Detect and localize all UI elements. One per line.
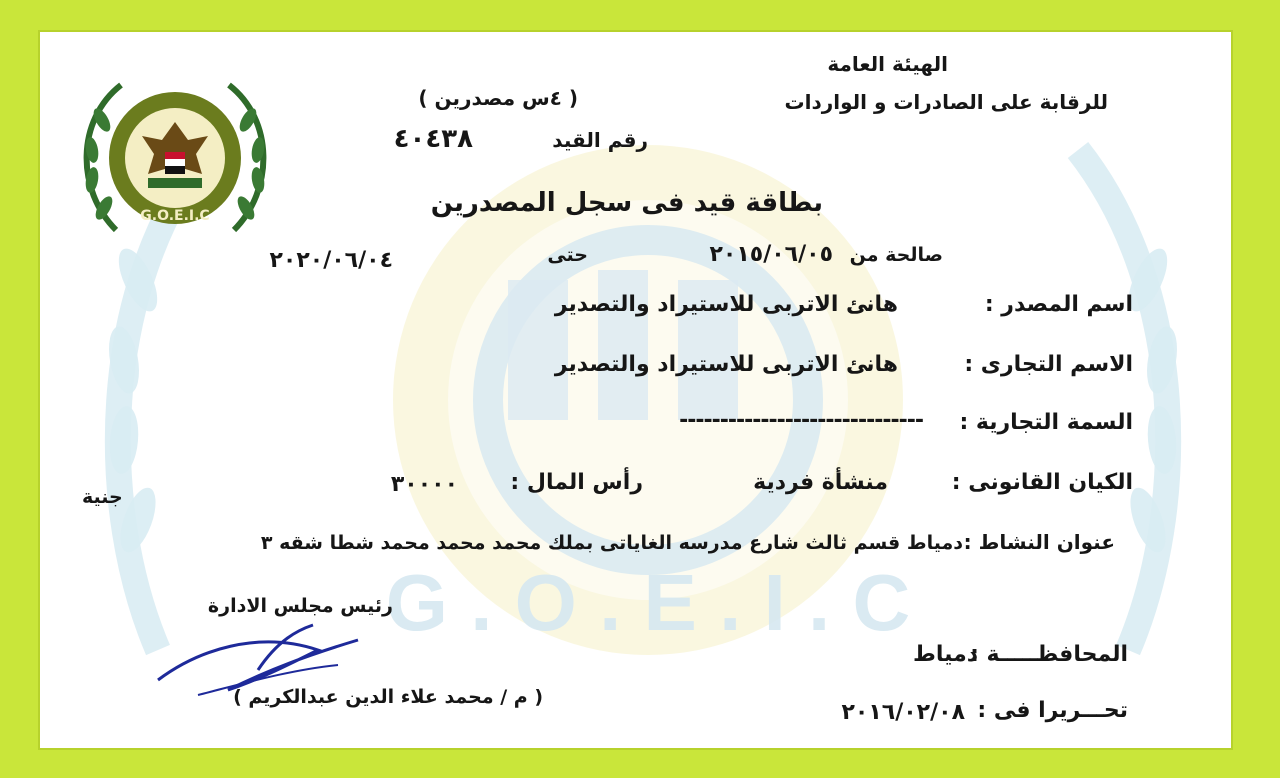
trade-name-value: هانئ الاتربى للاستيراد والتصدير <box>554 352 898 377</box>
governorate-label: المحافظـــــة : <box>970 642 1128 667</box>
trademark-value: ------------------------------ <box>679 408 923 433</box>
trademark-label: السمة التجارية : <box>959 410 1133 435</box>
valid-to-date: ٢٠٢٠/٠٦/٠٤ <box>269 248 393 273</box>
valid-to-label: حتى <box>547 244 588 266</box>
address-value: دمياط قسم ثالث شارع مدرسه الغاياتى بملك محمد محمد محمد شطا شقه ٣ <box>260 532 963 554</box>
governorate-value: دمياط <box>912 642 978 667</box>
card-title: بطاقة قيد فى سجل المصدرين <box>430 188 823 218</box>
issued-label: تحـــريرا فى : <box>977 698 1128 723</box>
signatory-title: رئيس مجلس الادارة <box>207 595 393 617</box>
address-label: عنوان النشاط : <box>963 530 1115 554</box>
signatory-name: ( م / محمد علاء الدين عبدالكريم ) <box>233 686 543 708</box>
valid-from-date: ٢٠١٥/٠٦/٠٥ <box>709 242 833 267</box>
issued-date: ٢٠١٦/٠٢/٠٨ <box>841 700 965 725</box>
capital-value: ٣٠٠٠٠ <box>390 472 458 497</box>
capital-label: رأس المال : <box>510 470 643 495</box>
valid-from-label: صالحة من <box>849 244 943 266</box>
authority-name-line1: الهيئة العامة <box>827 52 948 76</box>
registration-label: رقم القيد <box>552 128 648 152</box>
seal-text: G.O.E.I.C <box>140 208 210 224</box>
exporter-name-value: هانئ الاتربى للاستيراد والتصدير <box>554 292 898 317</box>
legal-entity-value: منشأة فردية <box>753 470 888 495</box>
authority-name-line2: للرقابة على الصادرات و الواردات <box>784 90 1108 114</box>
registration-card <box>38 30 1233 750</box>
trade-name-label: الاسم التجارى : <box>964 352 1133 377</box>
exporter-name-label: اسم المصدر : <box>984 292 1133 317</box>
currency-label: جنية <box>82 486 123 508</box>
svg-text:G . O . E . I . C: G . O . E . I . C <box>385 558 911 647</box>
legal-entity-label: الكيان القانونى : <box>951 470 1133 495</box>
goeic-seal-logo <box>76 70 274 250</box>
registration-number: ٤٠٤٣٨ <box>393 124 473 154</box>
category-label: ( ٤س مصدرين ) <box>418 86 578 110</box>
